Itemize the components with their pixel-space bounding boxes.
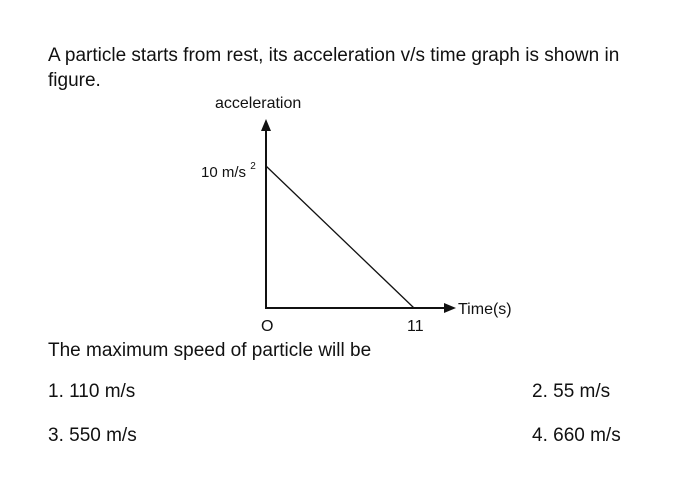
option-3[interactable]: 3. 550 m/s <box>48 425 137 446</box>
y-axis-label: acceleration <box>215 95 302 112</box>
option-4[interactable]: 4. 660 m/s <box>532 425 621 446</box>
question-text: A particle starts from rest, its acceleration v/s time graph is shown in figure. <box>48 45 620 91</box>
x-axis-arrow-icon <box>444 303 456 313</box>
y-intercept-value: 10 m/s <box>201 164 247 181</box>
option-2[interactable]: 2. 55 m/s <box>532 381 611 402</box>
graph-line <box>266 166 414 308</box>
x-axis-label: Time(s) <box>458 301 512 318</box>
graph-axes <box>261 119 456 313</box>
origin-label: O <box>261 318 274 335</box>
y-intercept-exponent: 2 <box>250 161 256 172</box>
option-1[interactable]: 1. 110 m/s <box>48 381 136 402</box>
sub-question-text: The maximum speed of particle will be <box>48 340 372 361</box>
y-axis-arrow-icon <box>261 119 271 131</box>
x-intercept-label: 11 <box>407 318 424 335</box>
graph-line-group <box>266 166 414 308</box>
y-intercept-label <box>201 161 256 181</box>
